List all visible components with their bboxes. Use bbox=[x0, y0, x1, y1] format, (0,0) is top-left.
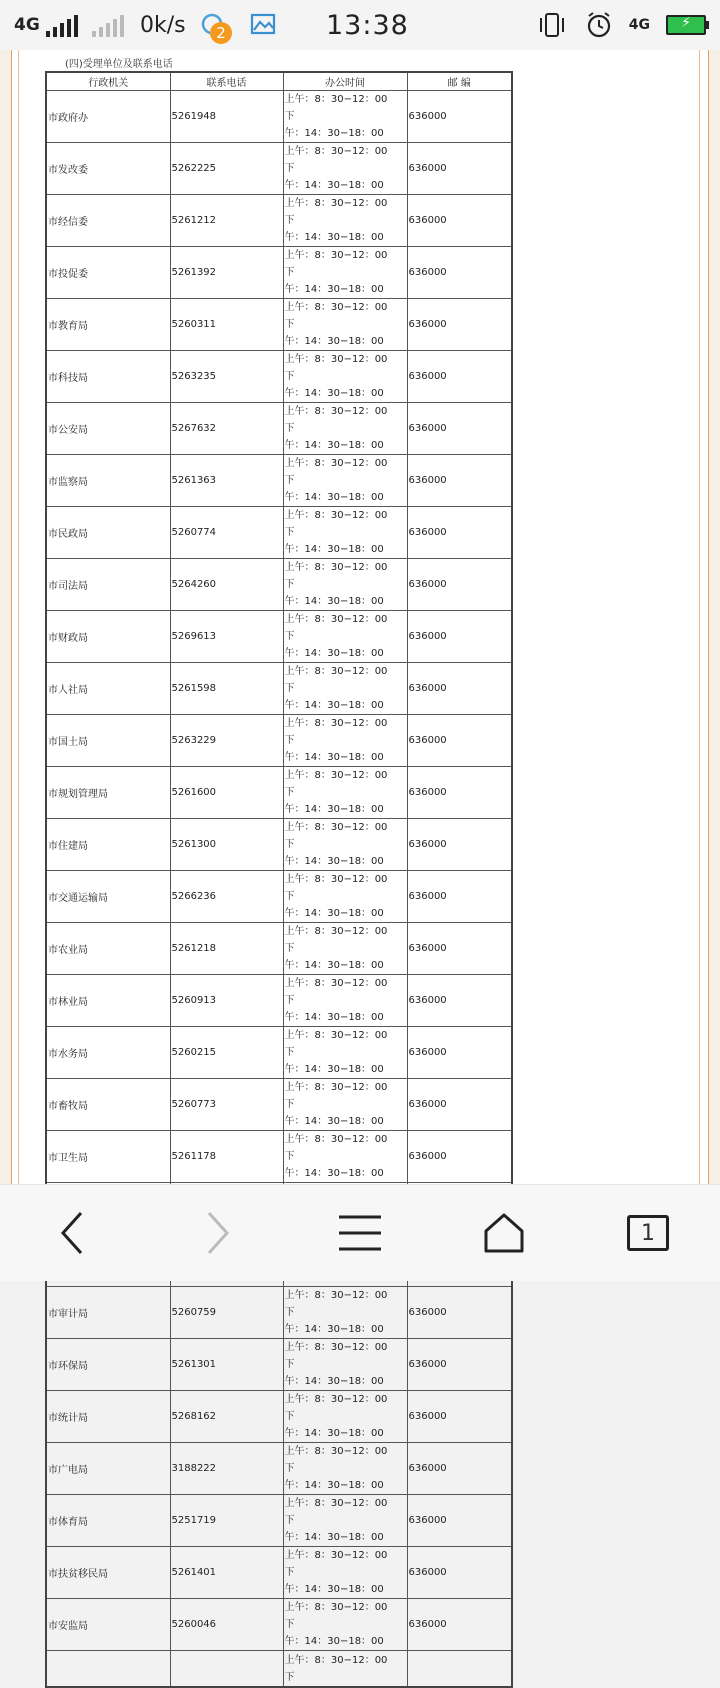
agency-cell: 市规划管理局 bbox=[46, 767, 170, 819]
hours-morning: 上午：8：30−12：00 下 bbox=[284, 354, 398, 382]
postcode-cell: 636000 bbox=[407, 91, 512, 143]
vibrate-icon bbox=[535, 12, 569, 38]
table-row bbox=[46, 663, 512, 715]
hours-morning: 上午：8：30−12：00 下 bbox=[284, 250, 398, 278]
table-row bbox=[46, 455, 512, 507]
postcode-cell: 636000 bbox=[407, 247, 512, 299]
table-row bbox=[46, 143, 512, 195]
hours-afternoon: 午：14：30−18：00 bbox=[284, 544, 384, 555]
signal-strength-2-icon bbox=[92, 13, 124, 37]
table-row bbox=[46, 819, 512, 871]
office-hours-cell bbox=[283, 1443, 407, 1495]
status-bar bbox=[0, 0, 720, 50]
hours-morning: 上午：8：30−12：00 下 bbox=[284, 94, 398, 122]
office-hours-cell bbox=[283, 819, 407, 871]
agency-cell: 市科技局 bbox=[46, 351, 170, 403]
table-row bbox=[46, 1391, 512, 1443]
hours-afternoon: 午：14：30−18：00 bbox=[284, 1532, 384, 1543]
hours-morning: 上午：8：30−12：00 下 bbox=[284, 822, 398, 850]
agency-cell: 市经信委 bbox=[46, 195, 170, 247]
back-button[interactable] bbox=[12, 1185, 132, 1281]
phone-cell: 5261300 bbox=[170, 819, 283, 871]
hours-morning: 上午：8：30−12：00 下 bbox=[284, 1394, 398, 1422]
hours-afternoon: 午：14：30−18：00 bbox=[284, 1116, 384, 1127]
hours-afternoon: 午：14：30−18：00 bbox=[284, 336, 384, 347]
table-row bbox=[46, 1495, 512, 1547]
table-row bbox=[46, 403, 512, 455]
office-hours-cell bbox=[283, 767, 407, 819]
phone-cell: 5268162 bbox=[170, 1391, 283, 1443]
network-speed: 0k/s bbox=[140, 12, 186, 38]
home-icon bbox=[482, 1211, 526, 1255]
hours-morning: 上午：8：30−12：00 下 bbox=[284, 1498, 398, 1526]
office-hours-cell bbox=[283, 611, 407, 663]
hours-afternoon: 午：14：30−18：00 bbox=[284, 128, 384, 139]
phone-cell: 5261600 bbox=[170, 767, 283, 819]
tab-count: 1 bbox=[641, 1220, 655, 1246]
postcode-cell: 636000 bbox=[407, 1339, 512, 1391]
hours-morning: 上午：8：30−12：00 下 bbox=[284, 1550, 398, 1578]
table-row bbox=[46, 923, 512, 975]
clock: 13:38 bbox=[326, 9, 409, 41]
table-row bbox=[46, 1599, 512, 1651]
phone-cell bbox=[170, 1651, 283, 1688]
tabs-button[interactable] bbox=[588, 1185, 708, 1281]
table-row bbox=[46, 299, 512, 351]
phone-cell: 5261218 bbox=[170, 923, 283, 975]
agency-cell: 市人社局 bbox=[46, 663, 170, 715]
office-hours-cell bbox=[283, 1027, 407, 1079]
phone-cell: 5260311 bbox=[170, 299, 283, 351]
postcode-cell: 636000 bbox=[407, 299, 512, 351]
hours-afternoon: 午：14：30−18：00 bbox=[284, 180, 384, 191]
agency-cell: 市住建局 bbox=[46, 819, 170, 871]
back-icon bbox=[57, 1209, 87, 1257]
agency-cell: 市交通运输局 bbox=[46, 871, 170, 923]
agency-cell: 市统计局 bbox=[46, 1391, 170, 1443]
phone-cell: 5260759 bbox=[170, 1287, 283, 1339]
postcode-cell: 636000 bbox=[407, 1547, 512, 1599]
office-hours-cell bbox=[283, 1651, 407, 1688]
postcode-cell: 636000 bbox=[407, 1027, 512, 1079]
hours-morning: 上午：8：30−12：00 下 bbox=[284, 1446, 398, 1474]
table-row bbox=[46, 507, 512, 559]
office-hours-cell bbox=[283, 91, 407, 143]
office-hours-cell bbox=[283, 1287, 407, 1339]
table-header-row bbox=[46, 72, 512, 91]
web-page[interactable] bbox=[0, 50, 720, 1683]
office-hours-cell bbox=[283, 559, 407, 611]
hours-morning: 上午：8：30−12：00 下 bbox=[284, 302, 398, 330]
agency-cell: 市扶贫移民局 bbox=[46, 1547, 170, 1599]
office-hours-cell bbox=[283, 1599, 407, 1651]
hours-afternoon: 午：14：30−18：00 bbox=[284, 1636, 384, 1647]
table-row bbox=[46, 1443, 512, 1495]
agency-cell: 市政府办 bbox=[46, 91, 170, 143]
agency-cell: 市国土局 bbox=[46, 715, 170, 767]
hours-morning: 上午：8：30−12：00 下 bbox=[284, 510, 398, 538]
phone-cell: 5266236 bbox=[170, 871, 283, 923]
phone-cell: 5260046 bbox=[170, 1599, 283, 1651]
agency-cell: 市畜牧局 bbox=[46, 1079, 170, 1131]
postcode-cell: 636000 bbox=[407, 611, 512, 663]
postcode-cell: 636000 bbox=[407, 455, 512, 507]
postcode-cell: 636000 bbox=[407, 403, 512, 455]
office-hours-cell bbox=[283, 1495, 407, 1547]
office-hours-cell bbox=[283, 455, 407, 507]
hours-afternoon: 午：14：30−18：00 bbox=[284, 492, 384, 503]
signal-strength-icon bbox=[46, 13, 78, 37]
phone-cell: 5262225 bbox=[170, 143, 283, 195]
postcode-cell: 636000 bbox=[407, 767, 512, 819]
column-header: 办公时间 bbox=[283, 72, 407, 91]
agency-cell: 市卫生局 bbox=[46, 1131, 170, 1183]
phone-cell: 5261392 bbox=[170, 247, 283, 299]
hours-afternoon: 午：14：30−18：00 bbox=[284, 856, 384, 867]
office-hours-cell bbox=[283, 1131, 407, 1183]
office-hours-cell bbox=[283, 247, 407, 299]
postcode-cell: 636000 bbox=[407, 1287, 512, 1339]
table-row bbox=[46, 247, 512, 299]
agency-cell: 市林业局 bbox=[46, 975, 170, 1027]
hours-morning: 上午：8：30−12：00 下 bbox=[284, 770, 398, 798]
table-row bbox=[46, 1339, 512, 1391]
hours-afternoon: 午：14：30−18：00 bbox=[284, 1324, 384, 1335]
phone-cell: 5267632 bbox=[170, 403, 283, 455]
postcode-cell: 636000 bbox=[407, 975, 512, 1027]
office-hours-cell bbox=[283, 403, 407, 455]
hours-morning: 上午：8：30−12：00 下 bbox=[284, 874, 398, 902]
phone-cell: 5269613 bbox=[170, 611, 283, 663]
hours-morning: 上午：8：30−12：00 下 bbox=[284, 978, 398, 1006]
office-hours-cell bbox=[283, 1339, 407, 1391]
hours-morning: 上午：8：30−12：00 下 bbox=[284, 406, 398, 434]
phone-cell: 5261948 bbox=[170, 91, 283, 143]
agency-cell: 市司法局 bbox=[46, 559, 170, 611]
table-row bbox=[46, 1131, 512, 1183]
column-header: 行政机关 bbox=[46, 72, 170, 91]
office-hours-cell bbox=[283, 1547, 407, 1599]
agency-cell: 市体育局 bbox=[46, 1495, 170, 1547]
hours-afternoon: 午：14：30−18：00 bbox=[284, 700, 384, 711]
table-row bbox=[46, 1547, 512, 1599]
network-label-right: 4G bbox=[628, 17, 650, 33]
hours-morning: 上午：8：30−12：00 下 bbox=[284, 146, 398, 174]
office-hours-cell bbox=[283, 663, 407, 715]
postcode-cell: 636000 bbox=[407, 871, 512, 923]
office-hours-cell bbox=[283, 1391, 407, 1443]
postcode-cell: 636000 bbox=[407, 1443, 512, 1495]
hours-morning: 上午：8：30−12：00 下 bbox=[284, 1290, 398, 1318]
section-heading: (四)受理单位及联系电话 bbox=[65, 59, 173, 70]
hours-morning: 上午：8：30−12：00 下 bbox=[284, 1654, 398, 1683]
hours-afternoon: 午：14：30−18：00 bbox=[284, 648, 384, 659]
agency-cell: 市发改委 bbox=[46, 143, 170, 195]
hours-morning: 上午：8：30−12：00 下 bbox=[284, 666, 398, 694]
hours-afternoon: 午：14：30−18：00 bbox=[284, 1480, 384, 1491]
network-indicator bbox=[14, 0, 124, 50]
phone-cell: 5261598 bbox=[170, 663, 283, 715]
office-hours-cell bbox=[283, 299, 407, 351]
phone-cell: 5251719 bbox=[170, 1495, 283, 1547]
table-row bbox=[46, 195, 512, 247]
hours-afternoon: 午：14：30−18：00 bbox=[284, 1584, 384, 1595]
phone-cell: 5263229 bbox=[170, 715, 283, 767]
agency-cell: 市环保局 bbox=[46, 1339, 170, 1391]
table-row bbox=[46, 1651, 512, 1688]
postcode-cell: 636000 bbox=[407, 923, 512, 975]
postcode-cell: 636000 bbox=[407, 143, 512, 195]
phone-cell: 5261363 bbox=[170, 455, 283, 507]
phone-cell: 5260774 bbox=[170, 507, 283, 559]
hours-morning: 上午：8：30−12：00 下 bbox=[284, 1134, 398, 1162]
postcode-cell: 636000 bbox=[407, 1391, 512, 1443]
table-row bbox=[46, 975, 512, 1027]
phone-cell: 5261301 bbox=[170, 1339, 283, 1391]
postcode-cell: 636000 bbox=[407, 351, 512, 403]
tabs-icon bbox=[627, 1215, 669, 1251]
agency-cell: 市审计局 bbox=[46, 1287, 170, 1339]
hours-afternoon: 午：14：30−18：00 bbox=[284, 1168, 384, 1179]
home-button[interactable] bbox=[444, 1185, 564, 1281]
hours-morning: 上午：8：30−12：00 下 bbox=[284, 562, 398, 590]
phone-cell: 5260773 bbox=[170, 1079, 283, 1131]
agency-cell: 市公安局 bbox=[46, 403, 170, 455]
office-hours-cell bbox=[283, 351, 407, 403]
office-hours-cell bbox=[283, 507, 407, 559]
postcode-cell: 636000 bbox=[407, 559, 512, 611]
network-label: 4G bbox=[14, 15, 40, 35]
battery-icon: ⚡ bbox=[666, 15, 706, 35]
hours-afternoon: 午：14：30−18：00 bbox=[284, 284, 384, 295]
phone-cell: 3188222 bbox=[170, 1443, 283, 1495]
table-row bbox=[46, 351, 512, 403]
column-header: 联系电话 bbox=[170, 72, 283, 91]
hours-afternoon: 午：14：30−18：00 bbox=[284, 1012, 384, 1023]
agency-cell: 市广电局 bbox=[46, 1443, 170, 1495]
table-row bbox=[46, 611, 512, 663]
postcode-cell bbox=[407, 1651, 512, 1688]
office-hours-cell bbox=[283, 923, 407, 975]
hours-afternoon: 午：14：30−18：00 bbox=[284, 908, 384, 919]
phone-cell: 5260913 bbox=[170, 975, 283, 1027]
phone-cell: 5261212 bbox=[170, 195, 283, 247]
hours-afternoon: 午：14：30−18：00 bbox=[284, 1064, 384, 1075]
agency-cell: 市监察局 bbox=[46, 455, 170, 507]
frame-line-right bbox=[699, 50, 700, 1184]
agency-cell: 市民政局 bbox=[46, 507, 170, 559]
hours-morning: 上午：8：30−12：00 下 bbox=[284, 1030, 398, 1058]
postcode-cell: 636000 bbox=[407, 507, 512, 559]
hours-afternoon: 午：14：30−18：00 bbox=[284, 1376, 384, 1387]
hours-morning: 上午：8：30−12：00 下 bbox=[284, 718, 398, 746]
office-hours-cell bbox=[283, 975, 407, 1027]
postcode-cell: 636000 bbox=[407, 1079, 512, 1131]
forward-icon bbox=[203, 1209, 233, 1257]
agency-cell bbox=[46, 1651, 170, 1688]
postcode-cell: 636000 bbox=[407, 819, 512, 871]
phone-cell: 5260215 bbox=[170, 1027, 283, 1079]
postcode-cell: 636000 bbox=[407, 1131, 512, 1183]
agency-cell: 市安监局 bbox=[46, 1599, 170, 1651]
agency-cell: 市投促委 bbox=[46, 247, 170, 299]
hours-morning: 上午：8：30−12：00 下 bbox=[284, 1082, 398, 1110]
table-row bbox=[46, 1287, 512, 1339]
table-row bbox=[46, 871, 512, 923]
phone-cell: 5263235 bbox=[170, 351, 283, 403]
postcode-cell: 636000 bbox=[407, 715, 512, 767]
postcode-cell: 636000 bbox=[407, 1599, 512, 1651]
hours-afternoon: 午：14：30−18：00 bbox=[284, 804, 384, 815]
menu-icon bbox=[337, 1213, 383, 1253]
screenshot-icon bbox=[250, 0, 278, 50]
phone-cell: 5264260 bbox=[170, 559, 283, 611]
hours-afternoon: 午：14：30−18：00 bbox=[284, 388, 384, 399]
status-right bbox=[535, 0, 706, 50]
postcode-cell: 636000 bbox=[407, 195, 512, 247]
table-row bbox=[46, 715, 512, 767]
agency-cell: 市农业局 bbox=[46, 923, 170, 975]
menu-button[interactable] bbox=[300, 1185, 420, 1281]
frame-line-left bbox=[18, 50, 19, 1184]
office-hours-cell bbox=[283, 195, 407, 247]
table-row bbox=[46, 1027, 512, 1079]
hours-afternoon: 午：14：30−18：00 bbox=[284, 960, 384, 971]
hours-morning: 上午：8：30−12：00 下 bbox=[284, 198, 398, 226]
notification-badge: 2 bbox=[210, 22, 232, 44]
office-hours-cell bbox=[283, 715, 407, 767]
table-row bbox=[46, 767, 512, 819]
office-hours-cell bbox=[283, 1079, 407, 1131]
agency-cell: 市教育局 bbox=[46, 299, 170, 351]
hours-afternoon: 午：14：30−18：00 bbox=[284, 1428, 384, 1439]
hours-afternoon: 午：14：30−18：00 bbox=[284, 596, 384, 607]
forward-button[interactable] bbox=[158, 1185, 278, 1281]
agency-cell: 市财政局 bbox=[46, 611, 170, 663]
alarm-icon bbox=[585, 11, 613, 39]
office-hours-cell bbox=[283, 143, 407, 195]
office-hours-cell bbox=[283, 871, 407, 923]
table-row bbox=[46, 1079, 512, 1131]
browser-nav-bar bbox=[0, 1184, 720, 1281]
hours-morning: 上午：8：30−12：00 下 bbox=[284, 458, 398, 486]
agency-cell: 市水务局 bbox=[46, 1027, 170, 1079]
phone-cell: 5261178 bbox=[170, 1131, 283, 1183]
column-header: 邮 编 bbox=[407, 72, 512, 91]
phone-cell: 5261401 bbox=[170, 1547, 283, 1599]
table-row bbox=[46, 559, 512, 611]
hours-afternoon: 午：14：30−18：00 bbox=[284, 232, 384, 243]
table-row bbox=[46, 91, 512, 143]
hours-afternoon: 午：14：30−18：00 bbox=[284, 440, 384, 451]
hours-afternoon: 午：14：30−18：00 bbox=[284, 752, 384, 763]
postcode-cell: 636000 bbox=[407, 1495, 512, 1547]
hours-morning: 上午：8：30−12：00 下 bbox=[284, 926, 398, 954]
hours-morning: 上午：8：30−12：00 下 bbox=[284, 1602, 398, 1630]
postcode-cell: 636000 bbox=[407, 663, 512, 715]
hours-morning: 上午：8：30−12：00 下 bbox=[284, 614, 398, 642]
contact-table bbox=[45, 71, 513, 1688]
hours-morning: 上午：8：30−12：00 下 bbox=[284, 1342, 398, 1370]
